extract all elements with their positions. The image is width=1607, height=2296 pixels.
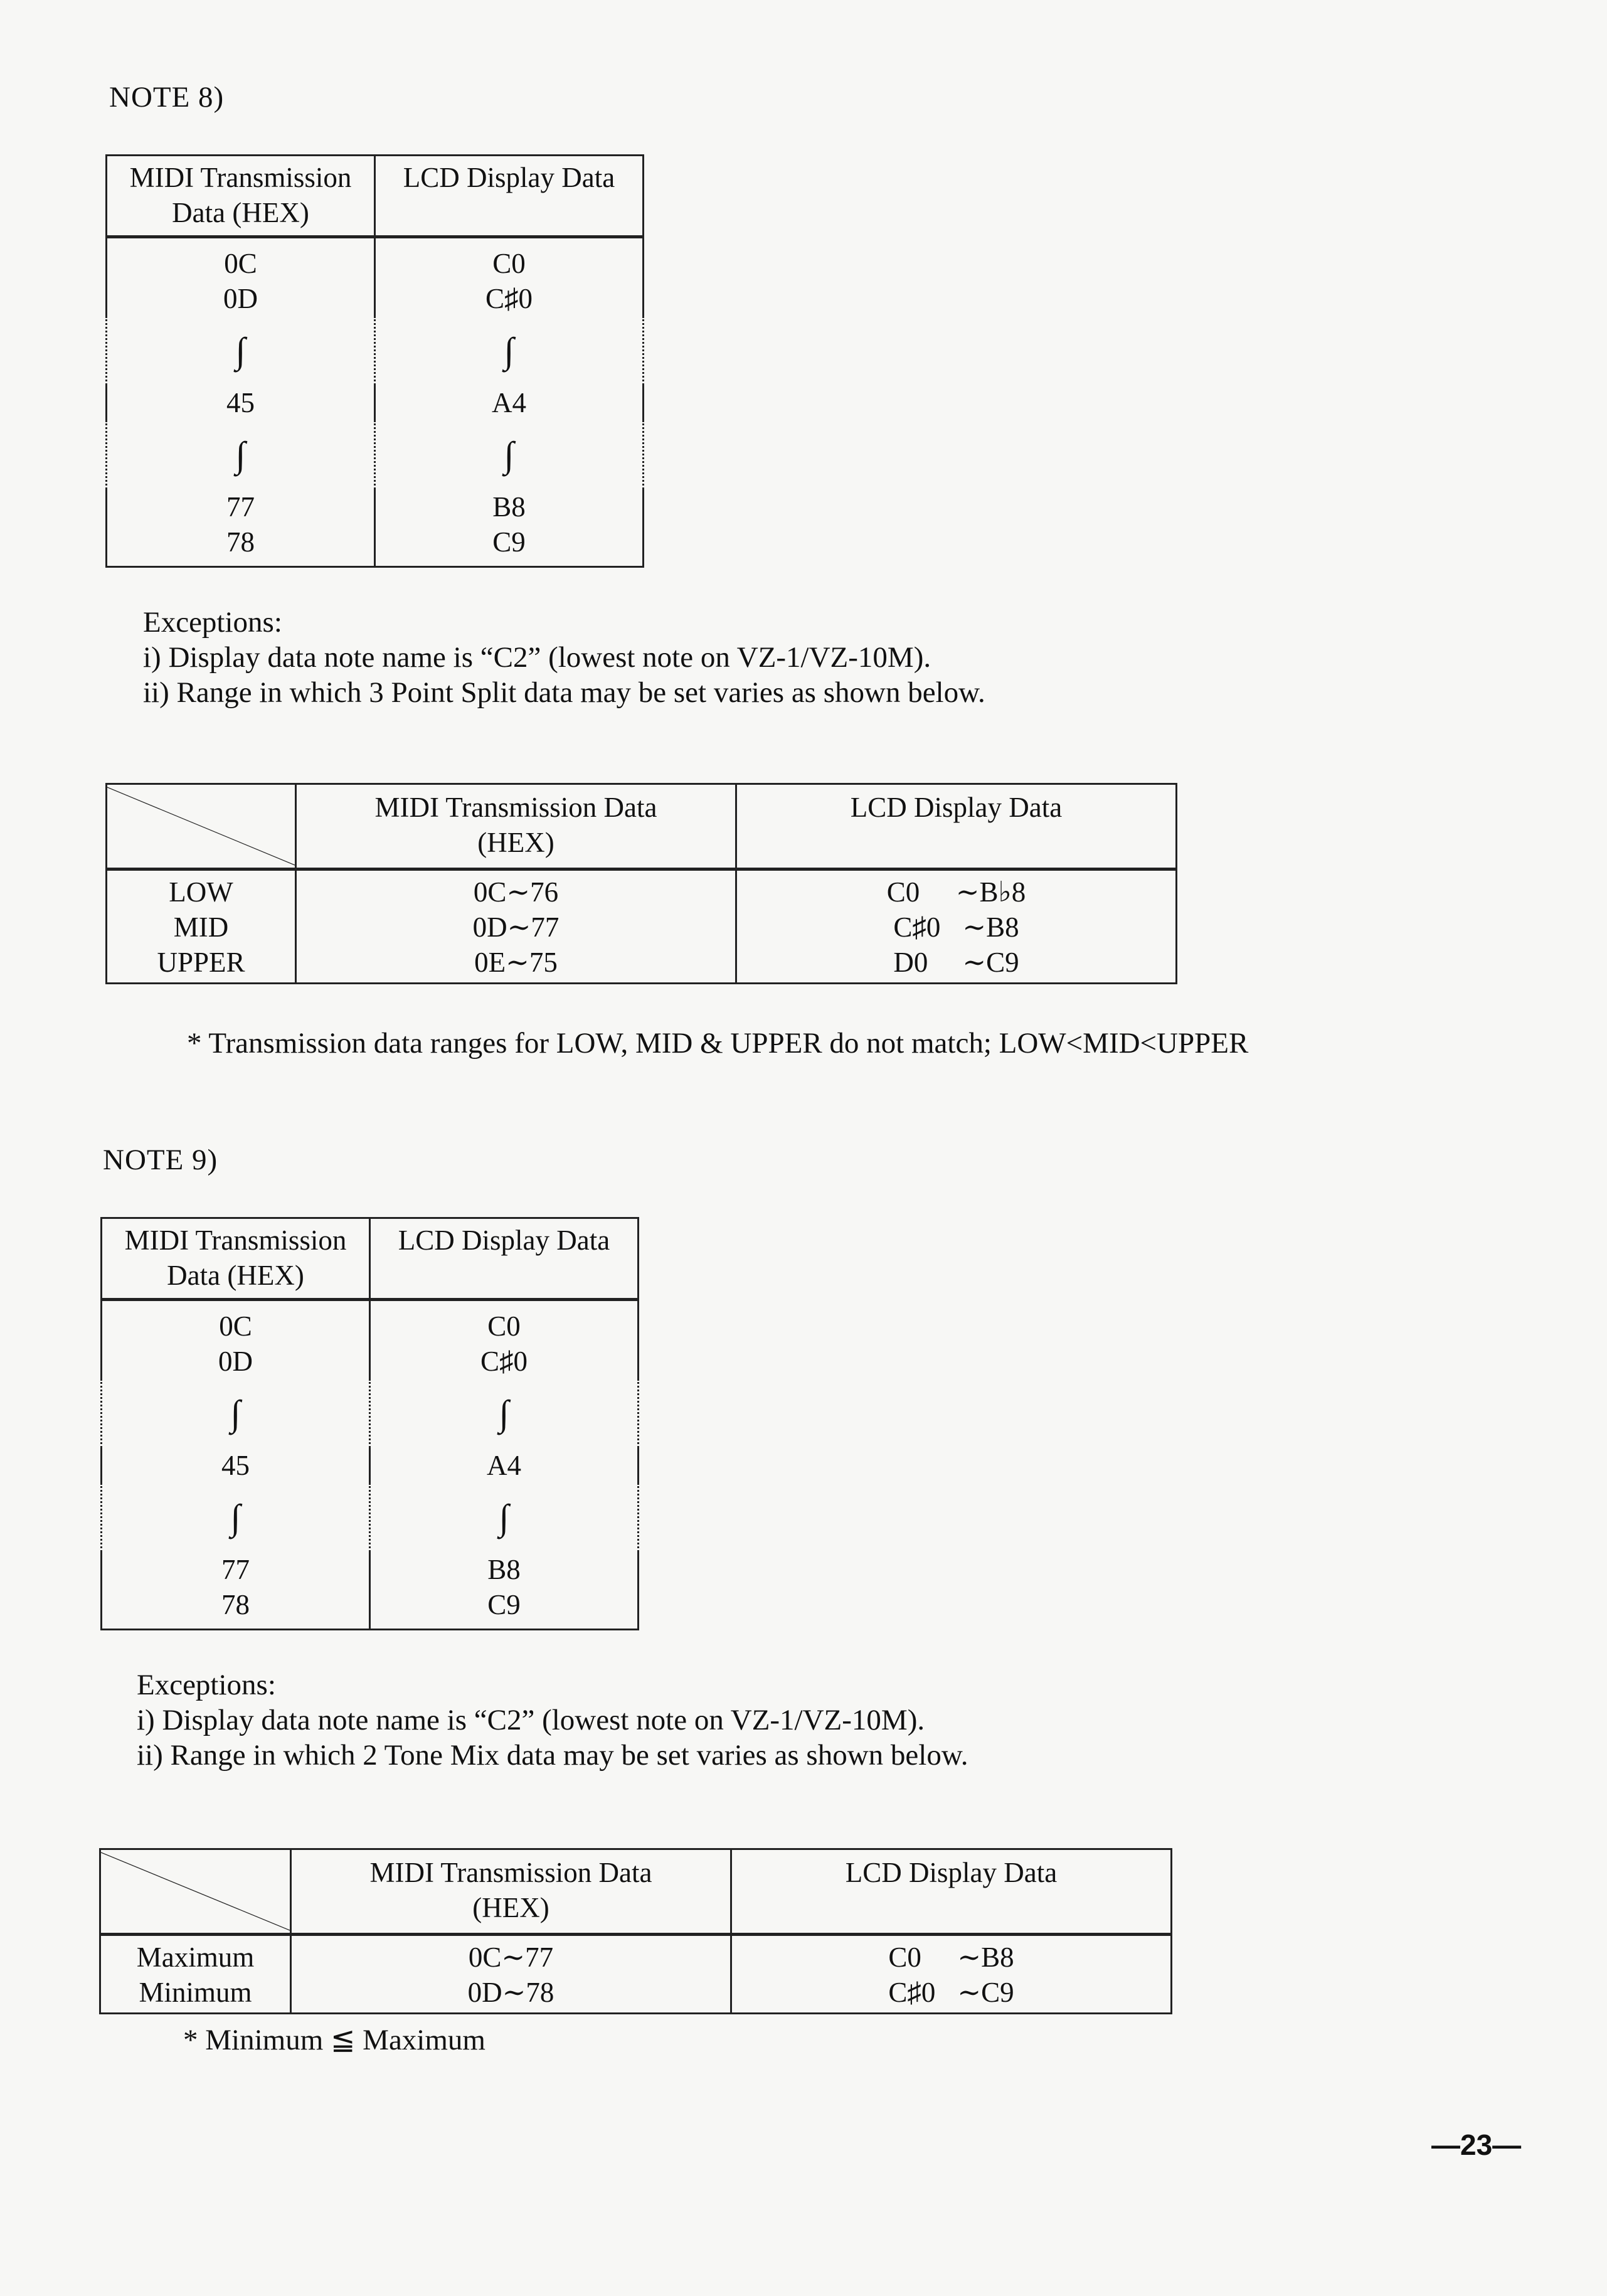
note-8-header-lcd: LCD Display Data — [375, 156, 644, 237]
note-9-cell-hex: 45 — [102, 1448, 370, 1483]
range-row-lcd-to: ∼B8 — [962, 911, 1019, 943]
note-8-header-hex — [107, 156, 375, 237]
note-9-range-table — [99, 1848, 1172, 2014]
note-8-exception-2: ii) Range in which 3 Point Split data may be set varies as shown below. — [143, 676, 985, 709]
note-9-header-hex — [102, 1218, 370, 1300]
range-row-lcd-from: C♯0 — [893, 911, 941, 943]
range-row-lcd-from: C0 — [888, 1942, 921, 1973]
note-9-range-header-hex-line2: (HEX) — [472, 1892, 549, 1923]
note-9-cell-continuation: ∫ — [370, 1483, 639, 1552]
range-row-lcd-from: D0 — [893, 947, 928, 978]
range-row-lcd — [736, 910, 1177, 945]
range-row-hex: 0D∼77 — [296, 910, 736, 945]
note-9-cell-lcd: C9 — [370, 1587, 639, 1630]
note-8-cell-hex: 0C — [107, 246, 375, 281]
note-9-header-lcd: LCD Display Data — [370, 1218, 639, 1300]
note-9-cell-hex: 77 — [102, 1552, 370, 1587]
range-row-lcd — [731, 1935, 1172, 1975]
range-row-label: Maximum — [100, 1935, 291, 1975]
range-row-hex: 0C∼76 — [296, 869, 736, 910]
note-8-header-hex-line2: Data (HEX) — [172, 197, 309, 228]
note-8-cell-hex: 0D — [107, 281, 375, 316]
note-8-table — [105, 154, 644, 568]
note-8-cell-hex: 45 — [107, 385, 375, 420]
note-9-cell-continuation: ∫ — [102, 1379, 370, 1448]
note-8-exceptions — [143, 605, 985, 710]
note-8-range-header-hex — [296, 784, 736, 869]
range-row-label: Minimum — [100, 1975, 291, 2014]
range-row-lcd-to: ∼B8 — [957, 1942, 1014, 1973]
note-9-cell-continuation: ∫ — [102, 1483, 370, 1552]
range-row-lcd-to: ∼C9 — [962, 947, 1019, 978]
note-8-title: NOTE 8) — [109, 81, 225, 114]
note-9-range-corner — [100, 1849, 291, 1935]
note-9-range-header-lcd: LCD Display Data — [731, 1849, 1172, 1935]
range-row-lcd-from: C♯0 — [888, 1977, 936, 2008]
note-9-footnote: * Minimum ≦ Maximum — [183, 2024, 485, 2056]
note-8-range-header-hex-line2: (HEX) — [477, 827, 554, 858]
note-8-cell-continuation: ∫ — [375, 420, 644, 489]
diagonal-line-icon — [107, 785, 295, 868]
note-9-exceptions-title: Exceptions: — [137, 1669, 276, 1701]
note-9-exception-2: ii) Range in which 2 Tone Mix data may be set varies as shown below. — [137, 1739, 968, 1772]
note-9-cell-lcd: C0 — [370, 1309, 639, 1344]
diagonal-line-icon — [101, 1850, 290, 1933]
range-row-lcd — [736, 869, 1177, 910]
note-8-cell-lcd: C0 — [375, 246, 644, 281]
note-8-exceptions-title: Exceptions: — [143, 606, 282, 639]
range-row-hex: 0D∼78 — [291, 1975, 731, 2014]
note-9-cell-continuation: ∫ — [370, 1379, 639, 1448]
note-8-footnote: * Transmission data ranges for LOW, MID & UPPER do not match; LOW<MID<UPPER — [187, 1027, 1249, 1060]
page-number: —23— — [1431, 2129, 1522, 2161]
range-row-lcd — [731, 1975, 1172, 2014]
note-8-cell-lcd: C♯0 — [375, 281, 644, 316]
range-row-hex: 0C∼77 — [291, 1935, 731, 1975]
note-8-range-table — [105, 783, 1177, 984]
range-row-lcd — [736, 945, 1177, 984]
note-9-title: NOTE 9) — [103, 1144, 218, 1176]
note-9-exceptions — [137, 1667, 968, 1773]
note-8-cell-lcd: B8 — [375, 489, 644, 524]
note-8-range-corner — [107, 784, 296, 869]
note-8-range-header-hex-line1: MIDI Transmission Data — [374, 792, 657, 823]
note-8-cell-continuation: ∫ — [107, 316, 375, 385]
note-9-table — [100, 1217, 639, 1630]
note-8-cell-hex: 78 — [107, 524, 375, 567]
note-8-cell-continuation: ∫ — [107, 420, 375, 489]
note-8-cell-lcd: A4 — [375, 385, 644, 420]
note-9-header-hex-line1: MIDI Transmission — [124, 1225, 347, 1256]
range-row-label: MID — [107, 910, 296, 945]
note-9-exception-1: i) Display data note name is “C2” (lowest note on VZ-1/VZ-10M). — [137, 1704, 925, 1736]
note-9-cell-lcd: A4 — [370, 1448, 639, 1483]
range-row-label: LOW — [107, 869, 296, 910]
range-row-lcd-to: ∼B♭8 — [955, 876, 1026, 908]
range-row-lcd-from: C0 — [886, 876, 920, 908]
range-row-hex: 0E∼75 — [296, 945, 736, 984]
note-8-cell-lcd: C9 — [375, 524, 644, 567]
note-9-cell-hex: 78 — [102, 1587, 370, 1630]
range-row-lcd-to: ∼C9 — [957, 1977, 1014, 2008]
note-9-range-header-hex-line1: MIDI Transmission Data — [369, 1857, 652, 1888]
range-row-label: UPPER — [107, 945, 296, 984]
note-9-cell-lcd: B8 — [370, 1552, 639, 1587]
note-9-cell-hex: 0C — [102, 1309, 370, 1344]
note-8-range-header-lcd: LCD Display Data — [736, 784, 1177, 869]
note-9-range-header-hex — [291, 1849, 731, 1935]
note-8-cell-continuation: ∫ — [375, 316, 644, 385]
note-8-cell-hex: 77 — [107, 489, 375, 524]
note-9-cell-lcd: C♯0 — [370, 1344, 639, 1379]
note-8-header-hex-line1: MIDI Transmission — [129, 162, 352, 193]
note-9-header-hex-line2: Data (HEX) — [167, 1260, 304, 1291]
note-9-cell-hex: 0D — [102, 1344, 370, 1379]
note-8-exception-1: i) Display data note name is “C2” (lowest note on VZ-1/VZ-10M). — [143, 641, 931, 674]
